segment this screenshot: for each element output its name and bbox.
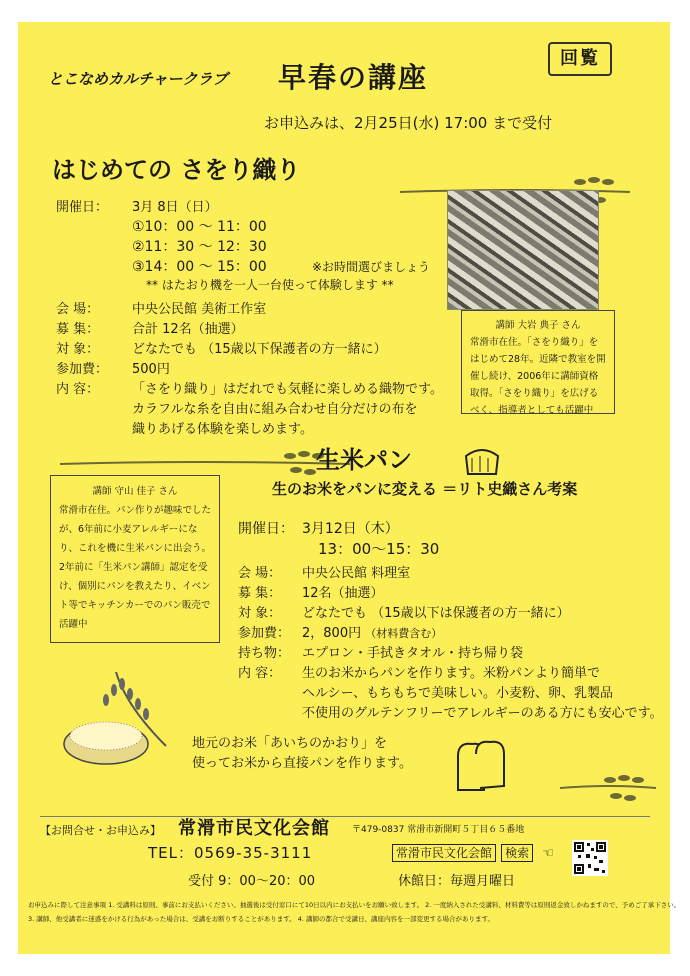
organization-name: 常滑市民文化会館 xyxy=(178,818,330,839)
course1-slot-3: ③14：00 ～ 15：00 xyxy=(132,259,267,275)
date-label: 開催日： xyxy=(238,521,294,537)
footer-divider xyxy=(40,816,650,817)
items-label: 持ち物： xyxy=(238,646,291,661)
address-text: 〒479-0837 常滑市新開町５丁目６５番地 xyxy=(352,825,525,835)
note-line-2: 3. 講師、他受講者に迷惑をかける行為があった場合は、受講をお断りすることがあります。 4. 講師の都合で受講日、講座内容を一部変更する場合があります。 xyxy=(28,915,494,923)
course2-subtitle: 生のお米をパンに変える ＝リト史織さん考案 xyxy=(272,480,578,498)
page-title: 早春の講座 xyxy=(278,61,429,94)
note-line-1: お申込みに際して注意事項 1. 受講料は原則、事前にお支払いください。抽選後は受付窓口にて10日以内にお支払いをお願い致します。 2. 一度納入された受講料、材料費等は原則返金致しかねますので、予めご了承下さい。 xyxy=(28,901,681,909)
course2-capacity-row xyxy=(238,582,384,601)
contact-label: 【お問合せ・お申込み】 xyxy=(40,824,161,837)
course2-items-row xyxy=(238,642,523,661)
fee-label: 参加費： xyxy=(238,626,291,641)
course2-instructor-name: 講師 守山 佳子 さん xyxy=(92,486,178,497)
bread-icon xyxy=(462,442,502,476)
course2-content-line-1: 生のお米からパンを作ります。米粉パンより簡単で xyxy=(302,666,600,681)
course2-instructor-bio: 常滑市在住。パン作りが趣味でしたが、6年前に小麦アレルギーになり、これを機に生米パンに出会う。2年前に「生米パン講師」認定を受け、個別にパンを教えたり、イベント等でキッチンカーでのパン販売で活躍中 xyxy=(59,505,212,630)
club-name: とこなめカルチャークラブ xyxy=(48,70,228,88)
course1-fee: 500円 xyxy=(132,362,170,377)
deadline-text: お申込みは、2月25日(水) 17:00 まで受付 xyxy=(264,114,553,132)
course1-content-line-2: カラフルな糸を自由に組み合わせ自分だけの布を xyxy=(132,402,418,417)
grain-deco-icon xyxy=(560,768,660,808)
course2-instructor-box xyxy=(50,475,220,643)
course1-slot-note: ※お時間選びましょう xyxy=(312,260,431,274)
qr-code-icon[interactable] xyxy=(572,840,608,876)
course1-instructor-box xyxy=(461,310,615,414)
course2-venue: 中央公民館 料理室 xyxy=(302,566,411,581)
saori-weaving-photo xyxy=(447,190,599,310)
course1-venue: 中央公民館 美術工作室 xyxy=(132,302,267,317)
course1-slot-2: ②11：30 ～ 12：30 xyxy=(132,239,267,255)
notes-block xyxy=(28,898,681,926)
course2-local-line-1: 地元のお米「あいちのかおり」を xyxy=(192,736,388,751)
course1-target: どなたでも （15歳以下保護者の方一緒に） xyxy=(132,342,387,357)
course2-local-line-2: 使ってお米から直接パンを作ります。 xyxy=(192,756,412,771)
target-label: 対 象： xyxy=(56,342,100,357)
course2-capacity: 12名（抽選） xyxy=(302,586,384,601)
capacity-label: 募 集： xyxy=(238,586,282,601)
venue-label: 会 場： xyxy=(56,302,100,317)
course2-fee-row xyxy=(238,622,442,641)
course1-date: 3月 8日（日） xyxy=(132,200,218,215)
search-button[interactable]: 検索 xyxy=(501,844,533,862)
course1-note: ** はたおり機を一人一台使って体験します ** xyxy=(146,278,394,292)
course1-content-line-1: 「さをり織り」はだれでも気軽に楽しめる織物です。 xyxy=(132,382,443,397)
course1-target-row xyxy=(56,338,387,357)
course2-content-line-2: ヘルシー、もちもちで美味しい。小麦粉、卵、乳製品 xyxy=(302,686,614,701)
content-label: 内 容： xyxy=(56,382,100,397)
course1-instructor-name: 講師 大岩 典子 さん xyxy=(495,320,581,331)
course1-content-line-3: 織りあげる体験を楽しめます。 xyxy=(132,422,313,437)
search-box[interactable] xyxy=(392,842,554,861)
search-term[interactable]: 常滑市民文化会館 xyxy=(392,844,496,862)
date-label: 開催日： xyxy=(56,200,109,215)
capacity-label: 募 集： xyxy=(56,322,100,337)
circulation-stamp: 回覧 xyxy=(548,42,612,76)
course1-date-row xyxy=(56,196,218,215)
course2-title: 生米パン xyxy=(316,446,412,474)
course2-content-row xyxy=(238,662,600,681)
content-label: 内 容： xyxy=(238,666,282,681)
closed-day: 休館日：毎週月曜日 xyxy=(398,874,516,889)
course2-items: エプロン・手拭きタオル・持ち帰り袋 xyxy=(302,646,524,661)
course1-capacity: 合計 12名（抽選） xyxy=(132,322,244,337)
course2-target-row xyxy=(238,602,570,621)
course2-time: 13：00～15：30 xyxy=(318,540,440,558)
course2-date: 3月12日（木） xyxy=(302,521,399,537)
course1-venue-row xyxy=(56,298,266,317)
rice-bowl-icon xyxy=(56,666,186,770)
course1-content-row xyxy=(56,378,443,397)
bread-slice-icon xyxy=(450,736,520,796)
pointer-hand-icon: ☜ xyxy=(542,846,554,861)
course2-fee: 2，800円 xyxy=(302,626,362,641)
target-label: 対 象： xyxy=(238,606,282,621)
venue-label: 会 場： xyxy=(238,566,282,581)
grain-deco-icon xyxy=(60,448,360,478)
course1-instructor-bio: 常滑市在住。「さをり織り」をはじめて28年。近隣で教室を開催し続け、2006年に講師資格取得。「さをり織り」を広げるべく、指導者としても活躍中 xyxy=(470,337,606,416)
course2-fee-note: （材料費含む） xyxy=(365,627,443,640)
reception-hours: 受付 9：00～20：00 xyxy=(188,874,316,889)
course2-target: どなたでも （15歳以下は保護者の方一緒に） xyxy=(302,606,570,621)
course2-venue-row xyxy=(238,562,410,581)
course1-title: はじめての さをり織り xyxy=(52,156,301,184)
course2-date-row xyxy=(238,518,399,538)
phone-number[interactable]: TEL：0569-35-3111 xyxy=(148,844,313,862)
course1-fee-row xyxy=(56,358,170,377)
course1-capacity-row xyxy=(56,318,244,337)
course2-content-line-3: 不使用のグルテンフリーでアレルギーのある方にも安心です。 xyxy=(302,706,663,721)
fee-label: 参加費： xyxy=(56,362,109,377)
course1-slot-1: ①10：00 ～ 11：00 xyxy=(132,219,267,235)
